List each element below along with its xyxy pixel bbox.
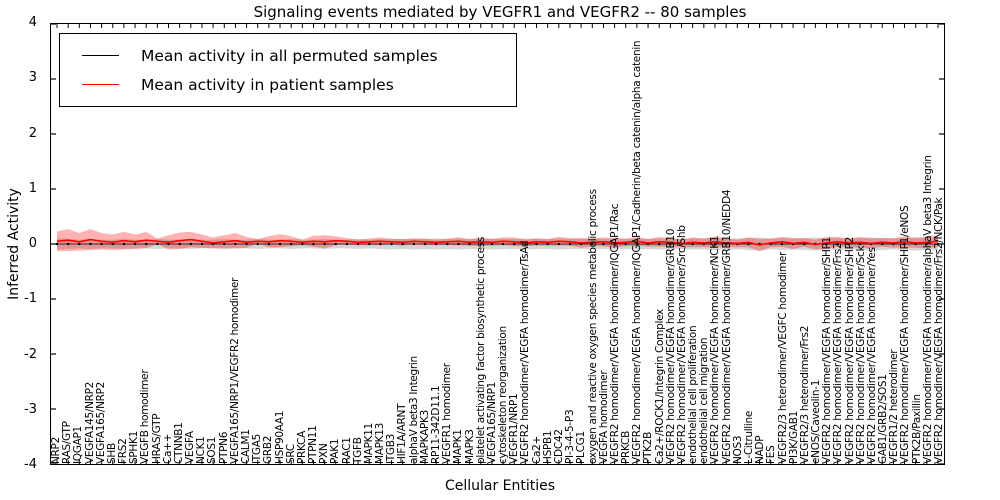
y-tick-label: -3	[24, 401, 37, 417]
permuted-line-swatch-icon	[82, 55, 119, 56]
x-tick-label: SOS1	[206, 436, 219, 464]
x-tick-label: PRKCA	[295, 431, 308, 464]
x-tick-label: FES	[765, 445, 778, 464]
x-tick-label: VEGFR1/NRP1	[508, 393, 521, 464]
x-tick-label: GAB1/GRB2/SOS1	[877, 374, 890, 464]
x-tick-label: VEGFR2/3 heterodimer/Frs2	[798, 325, 811, 464]
x-tick-label: HRAS/GTP	[150, 413, 163, 464]
x-tick-label: PI-3-4-5-P3	[564, 409, 577, 464]
x-tick-label: SPHK1	[128, 431, 141, 464]
x-tick-label: FRS2	[117, 438, 130, 464]
x-tick-label: PLCG1	[575, 431, 588, 464]
x-tick-label: PRKCB	[620, 431, 633, 464]
x-tick-label: VEGFA165/NRP1/VEGFR2 homodimer	[228, 277, 241, 464]
x-tick-label: NADP	[754, 435, 767, 464]
x-tick-label: endothelial cell proliferation	[687, 325, 700, 464]
x-tick-label: oxygen and reactive oxygen species metabolic process	[586, 189, 599, 464]
y-tick-label: 4	[28, 15, 37, 30]
x-tick-label: cytoskeleton reorganization	[497, 326, 510, 464]
x-tick-label: VEGFR2 homodimer/VEGFA homodimer/IQGAP1/Cadherin/beta catenin/alpha catenin	[631, 40, 644, 464]
x-tick-label: NRP2	[50, 437, 62, 464]
x-tick-label: VEGFR2 homodimer/VEGFA homodimer/Sck	[854, 245, 867, 464]
x-tick-label: VEGFR2 homodimer/VEGFA homodimer/TsAd	[519, 240, 532, 464]
x-tick-label: Ca2+/ROCK1/Integrin Complex	[653, 309, 666, 464]
x-tick-label: VEGFB homodimer	[139, 369, 152, 464]
legend-item-patient	[70, 70, 506, 99]
x-tick-label: alphaV beta3 Integrin	[407, 356, 420, 464]
legend-label-patient: Mean activity in patient samples	[141, 75, 394, 94]
x-tick-label: MAPK13	[374, 422, 387, 464]
x-tick-label: IQGAP1	[72, 426, 85, 464]
patient-line-swatch-icon	[82, 84, 119, 85]
x-tick-label: VEGFA homodimer	[597, 370, 610, 464]
y-tick-label: 3	[28, 70, 37, 86]
x-tick-label: MAPK3	[463, 429, 476, 464]
y-tick-label: -1	[24, 291, 37, 307]
x-tick-label: SRC	[284, 444, 297, 464]
x-tick-label: L-Citrulline	[742, 410, 755, 464]
x-tick-label: PXN	[318, 443, 331, 464]
x-tick-label: MAPKAPK3	[418, 410, 431, 464]
x-tick-label: VEGFR2 homodimer/VEGFA homodimer/SHP2	[843, 236, 856, 464]
x-tick-label: HSPB1	[541, 430, 554, 464]
x-tick-label: RP11-342D11.1	[430, 385, 443, 464]
x-tick-label: Ca++	[161, 433, 174, 464]
x-tick-label: PTPN11	[307, 425, 320, 464]
x-tick-label: PAK1	[329, 438, 342, 464]
x-tick-label: ITGB3	[385, 433, 398, 464]
legend-label-permuted: Mean activity in all permuted samples	[141, 46, 438, 65]
x-tick-label: MAPK1	[452, 429, 465, 464]
x-tick-label: VEGFA	[184, 431, 197, 464]
x-tick-label: PTK2B	[642, 431, 655, 464]
x-tick-label: VEGFA145/NRP2	[83, 381, 96, 464]
x-tick-label: RAS/GTP	[61, 421, 74, 464]
legend	[59, 33, 517, 107]
x-tick-label: TGFB	[351, 437, 364, 464]
x-tick-label: VEGFR2 homodimer/VEGFA homodimer/Src/Shb	[675, 225, 688, 464]
x-tick-label: VEGFR2 homodimer/VEGFA homodimer/NCK1	[709, 235, 722, 464]
x-tick-label: VEGFR2 homodimer/VEGFA homodimer/alphaV beta3 Integrin	[921, 155, 934, 464]
x-tick-label: VEGFR1/2 heterodimer	[888, 349, 901, 464]
x-tick-label: MAPK11	[362, 422, 375, 464]
y-tick-labels	[0, 15, 45, 472]
x-tick-label: HSP90AA1	[273, 410, 286, 464]
y-tick-label: -4	[24, 457, 37, 472]
x-tick-label: NCK1	[195, 436, 208, 464]
x-tick-label: VEGFR2 homodimer/VEGFA homodimer/Yes	[865, 247, 878, 464]
x-axis-label: Cellular Entities	[444, 478, 556, 494]
y-axis-label: Inferred Activity	[6, 188, 22, 300]
y-tick-label: -2	[24, 346, 37, 362]
x-tick-label: VEGFR2 homodimer/VEGFA homodimer/Frs2/NCK/Pak	[933, 197, 945, 464]
y-tick-label: 1	[28, 180, 37, 196]
x-tick-label: VEGFR2 homodimer/VEGFA homodimer/SHP1/eNOS	[899, 205, 912, 464]
x-tick-label: PI3K/GAB1	[787, 410, 800, 464]
x-tick-label: VEGFR2 homodimer/VEGFA homodimer/Frs2	[832, 242, 845, 464]
x-tick-label: Ca2+	[530, 435, 543, 464]
x-tick-label: VEGFR2 homodimer/VEGFA homodimer/IQGAP1/Rac	[608, 203, 621, 464]
x-tick-label: GRB2	[262, 435, 275, 464]
x-tick-label: PTK2B/Paxillin	[910, 394, 923, 464]
x-tick-label: ITGA5	[251, 433, 264, 464]
y-tick-label: 0	[28, 236, 37, 251]
x-tick-label: VEGFR1 homodimer	[441, 363, 454, 464]
legend-item-permuted	[70, 41, 506, 70]
x-tick-label: SHB	[105, 443, 118, 464]
x-tick-label: eNOS/Caveolin-1	[810, 379, 823, 464]
x-tick-label: PTPN6	[217, 431, 230, 464]
x-tick-label: VEGFR2 homodimer/VEGFA homodimer/GRB10/NEDD4	[720, 189, 733, 464]
x-tick-label: VEGFR2/3 heterodimer/VEGFC homodimer	[776, 251, 789, 464]
x-tick-label: CDC42	[552, 429, 565, 464]
x-tick-label: CTNNB1	[172, 422, 185, 464]
x-tick-label: RAC1	[340, 437, 353, 464]
x-tick-label: VEGFR2 homodimer/VEGFA homodimer/SHP1	[821, 236, 834, 464]
x-tick-label: HIF1A/ARNT	[396, 403, 409, 464]
x-tick-label: VEGFR2 homodimer/VEGFA homodimer/GRB10	[664, 228, 677, 464]
x-tick-label: NOS3	[731, 435, 744, 464]
x-tick-label: platelet activating factor biosynthetic process	[474, 236, 487, 464]
x-tick-label: VEGFA165/NRP1	[485, 381, 498, 464]
x-tick-label: endothelial cell migration	[698, 337, 711, 464]
chart-title: Signaling events mediated by VEGFR1 and VEGFR2 -- 80 samples	[253, 3, 747, 21]
y-tick-label: 2	[28, 125, 37, 141]
x-tick-label: VEGFA165/NRP2	[94, 381, 107, 464]
x-tick-label: CALM1	[240, 429, 252, 464]
